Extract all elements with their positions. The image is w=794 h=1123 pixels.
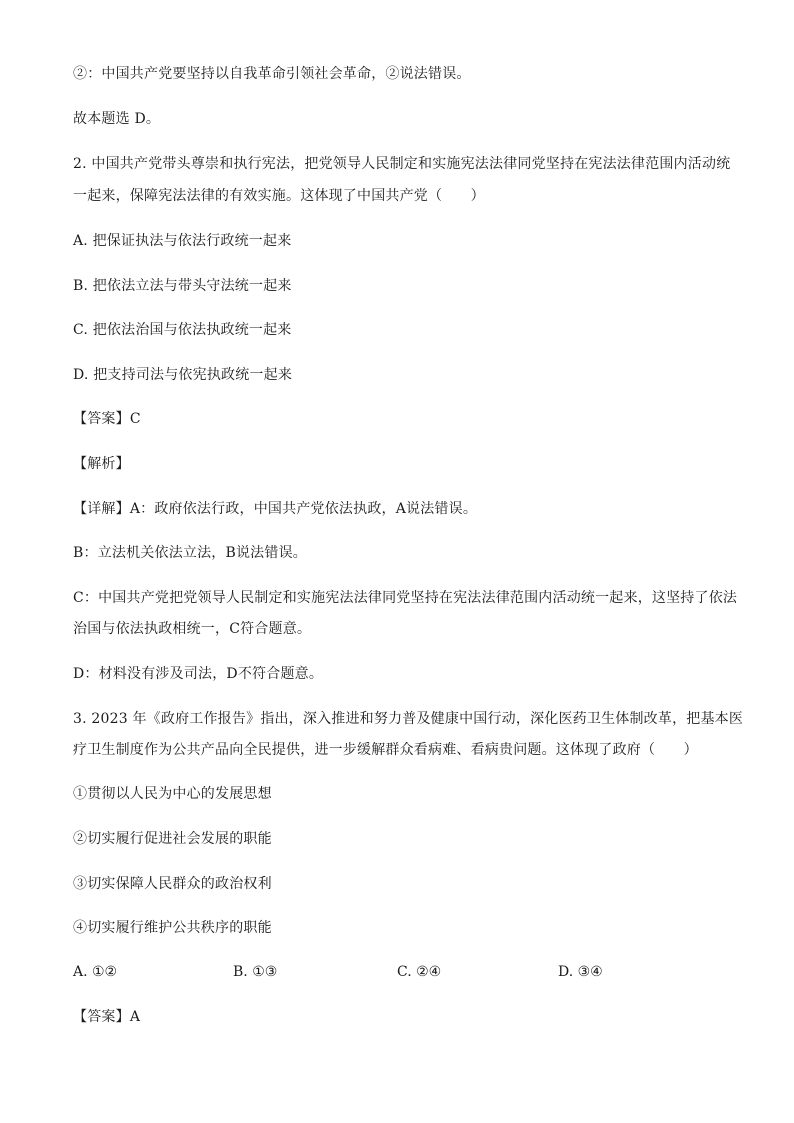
q2-stem-line2: 一起来，保障宪法法律的有效实施。这体现了中国共产党（ ） [73, 188, 485, 204]
q3-statement-1: ①贯彻以人民为中心的发展思想 [73, 786, 272, 802]
q2-detail-d: D：材料没有涉及司法，D不符合题意。 [73, 666, 324, 682]
q3-answer [73, 1007, 140, 1027]
q3-answer-value: A [129, 1009, 141, 1025]
prev-item-2: ②：中国共产党要坚持以自我革命引领社会革命，②说法错误。 [73, 66, 471, 82]
q2-analysis-label: 【解析】 [73, 456, 130, 472]
q3-statement-3: ③切实保障人民群众的政治权利 [73, 876, 272, 892]
q2-detail-c-line2: 治国与依法执政相统一，C符合题意。 [73, 621, 312, 637]
q2-option-a: A. 把保证执法与依法行政统一起来 [73, 233, 292, 249]
q2-detail-label: 【详解】 [73, 501, 130, 517]
q2-option-d: D. 把支持司法与依宪执政统一起来 [73, 367, 293, 383]
q2-option-c: C. 把依法治国与依法执政统一起来 [73, 322, 292, 338]
q2-stem-line1: 2. 中国共产党带头尊崇和执行宪法，把党领导人民制定和实施宪法法律同党坚持在宪法法律范围内活动统 [73, 156, 731, 172]
q3-choice-b: B. ①③ [233, 964, 278, 980]
q2-answer-value: C [129, 411, 141, 427]
prev-conclusion: 故本题选 D。 [73, 111, 161, 127]
q3-choice-a: A. ①② [73, 964, 118, 980]
q2-detail-c-line1: C：中国共产党把党领导人民制定和实施宪法法律同党坚持在宪法法律范围内活动统一起来，这坚持了依法 [73, 590, 738, 606]
q2-detail-b: B：立法机关依法立法，B说法错误。 [73, 545, 307, 561]
q2-detail-a [73, 499, 477, 519]
q3-stem-line2: 疗卫生制度作为公共产品向全民提供，进一步缓解群众看病难、看病贵问题。这体现了政府（ ） [73, 742, 698, 758]
q2-answer-label: 【答案】 [73, 411, 130, 427]
q3-statement-2: ②切实履行促进社会发展的职能 [73, 831, 272, 847]
q3-choice-c: C. ②④ [397, 964, 442, 980]
q2-detail-a-text: A：政府依法行政，中国共产党依法执政，A说法错误。 [129, 501, 478, 517]
q3-answer-label: 【答案】 [73, 1009, 130, 1025]
q3-stem-line1: 3. 2023 年《政府工作报告》指出，深入推进和努力普及健康中国行动，深化医药卫生体制改革，把基本医 [73, 711, 744, 727]
q2-option-b: B. 把依法立法与带头守法统一起来 [73, 278, 292, 294]
q3-statement-4: ④切实履行维护公共秩序的职能 [73, 920, 272, 936]
q3-choice-d: D. ③④ [558, 964, 603, 980]
q2-answer [73, 409, 141, 429]
